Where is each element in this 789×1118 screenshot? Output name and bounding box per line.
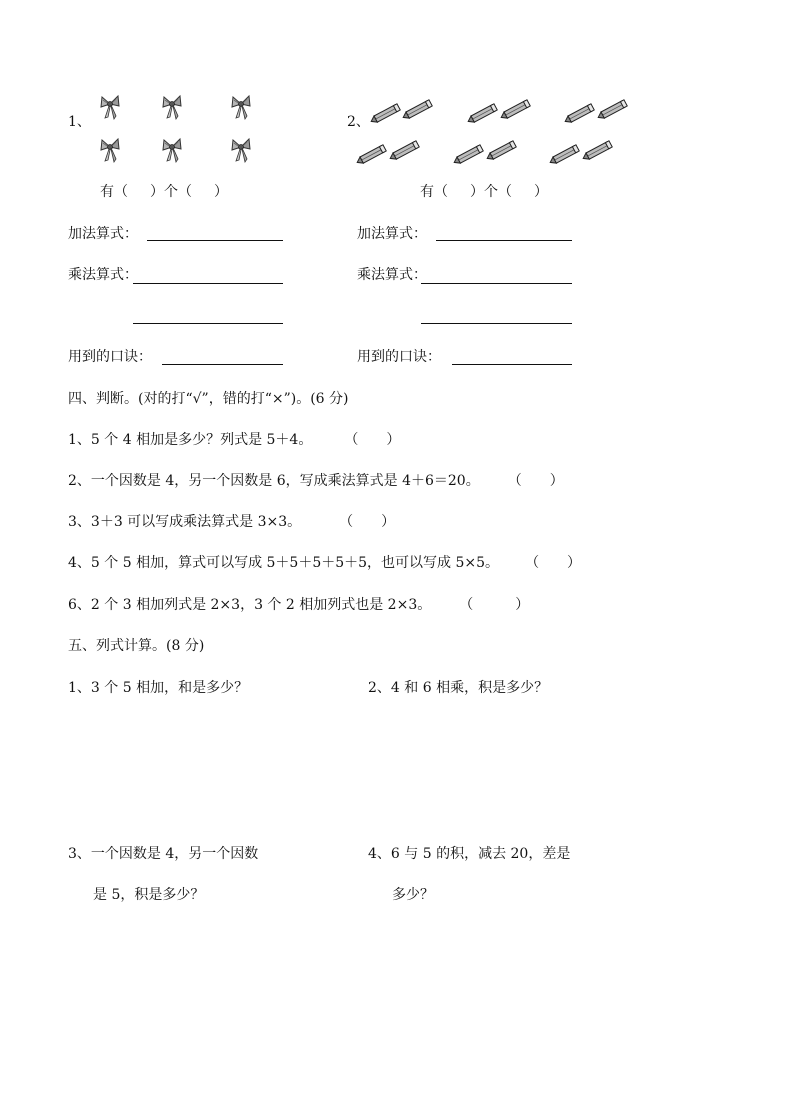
bow-icon xyxy=(161,93,183,121)
calc-question-4-line-1: 4、6 与 5 的积，减去 20，差是 xyxy=(368,846,571,862)
answer-prefix: 有（ xyxy=(100,184,128,200)
judgement-item-1 xyxy=(68,431,400,449)
calc-question-3-line-2: 是 5，积是多少？ xyxy=(93,887,205,903)
pencil-icon xyxy=(499,99,533,119)
judgement-text: 2、一个因数是 4，另一个因数是 6，写成乘法算式是 4＋6＝20。 xyxy=(68,473,480,489)
pencil-icon xyxy=(581,140,615,160)
section-5-heading: 五、列式计算。(8 分) xyxy=(68,638,205,654)
pencil-icon xyxy=(485,140,519,160)
judgement-answer-paren[interactable]: （ ） xyxy=(459,597,530,613)
addition-answer-line[interactable] xyxy=(147,240,283,241)
judgement-text: 4、5 个 5 相加，算式可以写成 5＋5＋5＋5＋5，也可以写成 5×5。 xyxy=(68,555,500,571)
rhyme-answer-line[interactable] xyxy=(452,364,572,365)
bow-icon xyxy=(230,93,252,121)
multiplication-label: 乘法算式： xyxy=(68,267,138,283)
answer-prefix: 有（ xyxy=(420,184,448,200)
bow-icon xyxy=(230,136,252,164)
judgement-item-4 xyxy=(68,554,581,572)
question-1-answer-sentence xyxy=(100,183,228,201)
multiplication-answer-line[interactable] xyxy=(133,283,283,284)
question-2-answer-sentence xyxy=(420,183,548,201)
answer-suffix: ） xyxy=(214,184,228,200)
calc-question-1: 1、3 个 5 相加，和是多少？ xyxy=(68,680,249,696)
addition-answer-line[interactable] xyxy=(436,240,572,241)
judgement-answer-paren[interactable]: （ ） xyxy=(525,555,582,571)
judgement-answer-paren[interactable]: （ ） xyxy=(507,473,564,489)
judgement-item-3 xyxy=(68,513,395,531)
rhyme-label: 用到的口诀： xyxy=(357,349,441,365)
judgement-answer-paren[interactable]: （ ） xyxy=(339,514,396,530)
judgement-item-2 xyxy=(68,472,564,490)
pencil-icon xyxy=(355,144,389,164)
question-2-number: 2、 xyxy=(347,114,370,130)
question-1-number: 1、 xyxy=(68,114,91,130)
pencil-icon xyxy=(548,144,582,164)
calc-question-2: 2、4 和 6 相乘，积是多少？ xyxy=(368,680,549,696)
rhyme-answer-line[interactable] xyxy=(162,364,283,365)
multiplication-answer-line-2[interactable] xyxy=(133,323,283,324)
pencil-icon xyxy=(369,103,403,123)
calc-question-3-line-1: 3、一个因数是 4，另一个因数 xyxy=(68,846,259,862)
answer-suffix: ） xyxy=(534,184,548,200)
addition-label: 加法算式： xyxy=(357,226,427,242)
pencil-icon xyxy=(466,103,500,123)
bow-icon xyxy=(99,93,121,121)
answer-middle: ）个（ xyxy=(150,184,192,200)
judgement-text: 3、3＋3 可以写成乘法算式是 3×3。 xyxy=(68,514,302,530)
calc-question-4-line-2: 多少？ xyxy=(392,887,434,903)
section-4-heading: 四、判断。(对的打“√”，错的打“×”)。(6 分) xyxy=(68,391,349,407)
judgement-text: 1、5 个 4 相加是多少？列式是 5＋4。 xyxy=(68,432,313,448)
pencil-icon xyxy=(452,144,486,164)
pencil-icon xyxy=(388,140,422,160)
judgement-answer-paren[interactable]: （ ） xyxy=(344,432,401,448)
multiplication-answer-line[interactable] xyxy=(421,283,572,284)
bow-icon xyxy=(99,136,121,164)
judgement-text: 6、2 个 3 相加列式是 2×3，3 个 2 相加列式也是 2×3。 xyxy=(68,597,432,613)
pencil-icon xyxy=(563,103,597,123)
multiplication-answer-line-2[interactable] xyxy=(421,323,572,324)
rhyme-label: 用到的口诀： xyxy=(68,349,152,365)
judgement-item-5 xyxy=(68,596,529,614)
answer-middle: ）个（ xyxy=(470,184,512,200)
pencil-icon xyxy=(401,99,435,119)
addition-label: 加法算式： xyxy=(68,226,138,242)
bow-icon xyxy=(161,136,183,164)
multiplication-label: 乘法算式： xyxy=(357,267,427,283)
pencil-icon xyxy=(596,99,630,119)
